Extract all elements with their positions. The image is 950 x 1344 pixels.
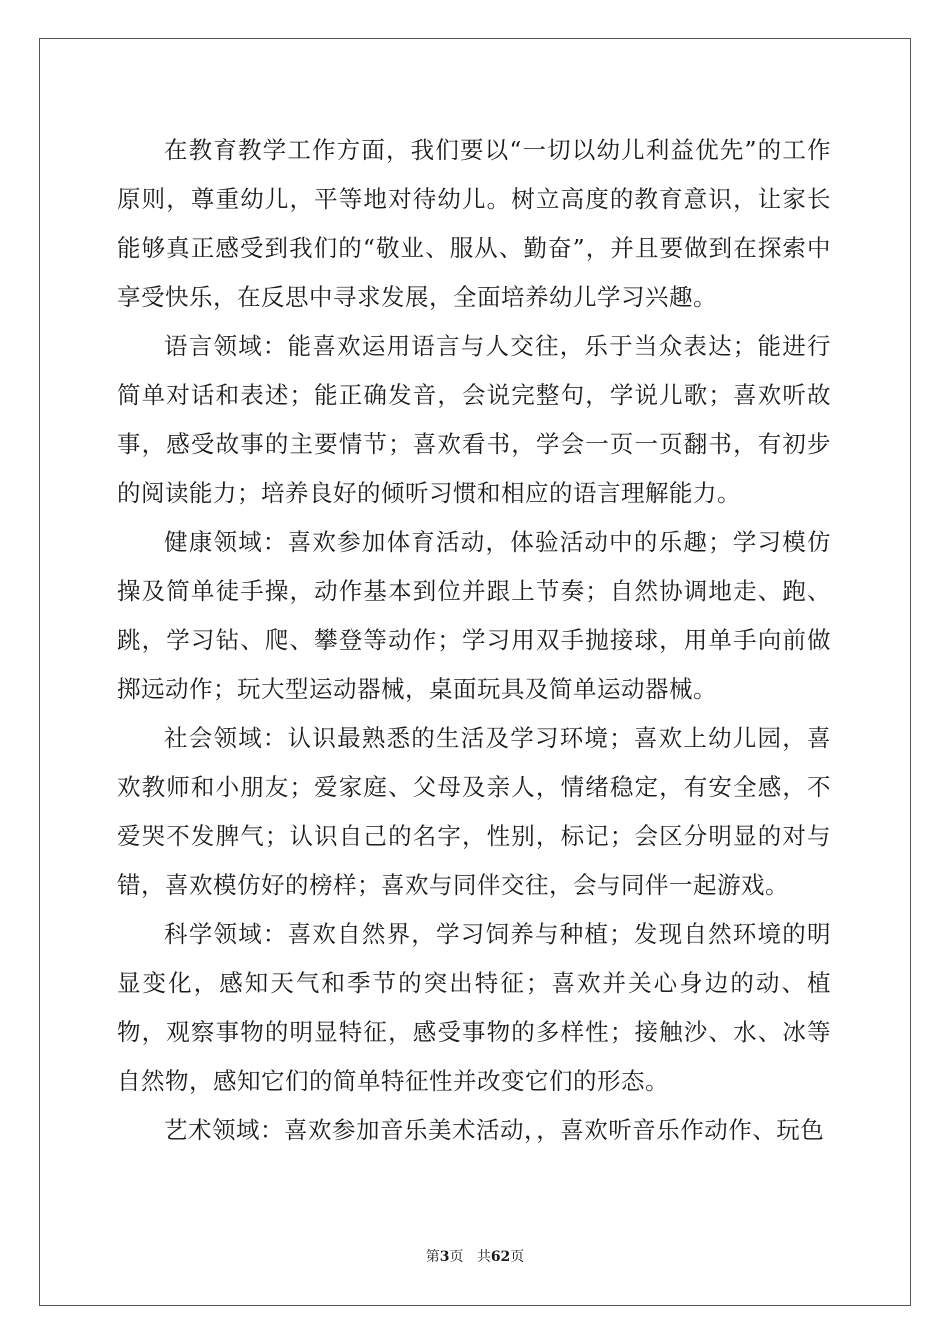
page-number-prefix: 第 [425, 1249, 440, 1265]
paragraph-language-domain: 语言领域：能喜欢运用语言与人交往，乐于当众表达；能进行简单对话和表述；能正确发音，会说完整句，学说儿歌；喜欢听故事，感受故事的主要情节；喜欢看书，学会一页一页翻书，有初步的阅读能力；培养良好的倾听习惯和相应的语言理解能力。 [117, 332, 831, 507]
paragraph-art-domain: 艺术领域：喜欢参加音乐美术活动，，喜欢听音乐作动作、玩色 [164, 1116, 825, 1144]
document-body [117, 126, 831, 1155]
page-number-total: 62 [490, 1249, 511, 1265]
page-footer [0, 1248, 950, 1266]
page-number-suffix: 页 [449, 1249, 464, 1265]
page-total-prefix: 共 [476, 1249, 491, 1265]
page-total-suffix: 页 [510, 1249, 525, 1265]
page-number-current: 3 [439, 1249, 450, 1265]
paragraph-health-domain: 健康领域：喜欢参加体育活动，体验活动中的乐趣；学习模仿操及简单徒手操，动作基本到位并跟上节奏；自然协调地走、跑、跳，学习钻、爬、攀登等动作；学习用双手抛接球，用单手向前做掷远动作；玩大型运动器械，桌面玩具及简单运动器械。 [117, 528, 831, 703]
paragraph-social-domain: 社会领域：认识最熟悉的生活及学习环境；喜欢上幼儿园，喜欢教师和小朋友；爱家庭、父母及亲人，情绪稳定，有安全感，不爱哭不发脾气；认识自己的名字，性别，标记；会区分明显的对与错，喜欢模仿好的榜样；喜欢与同伴交往，会与同伴一起游戏。 [117, 724, 831, 899]
paragraph-science-domain: 科学领域：喜欢自然界，学习饲养与种植；发现自然环境的明显变化，感知天气和季节的突出特征；喜欢并关心身边的动、植物，观察事物的明显特征，感受事物的多样性；接触沙、水、冰等自然物，感知它们的简单特征性并改变它们的形态。 [117, 920, 831, 1095]
paragraph-education-teaching: 在教育教学工作方面，我们要以“一切以幼儿利益优先”的工作原则，尊重幼儿，平等地对待幼儿。树立高度的教育意识，让家长能够真正感受到我们的“敬业、服从、勤奋”，并且要做到在探索中享受快乐，在反思中寻求发展，全面培养幼儿学习兴趣。 [117, 136, 831, 311]
